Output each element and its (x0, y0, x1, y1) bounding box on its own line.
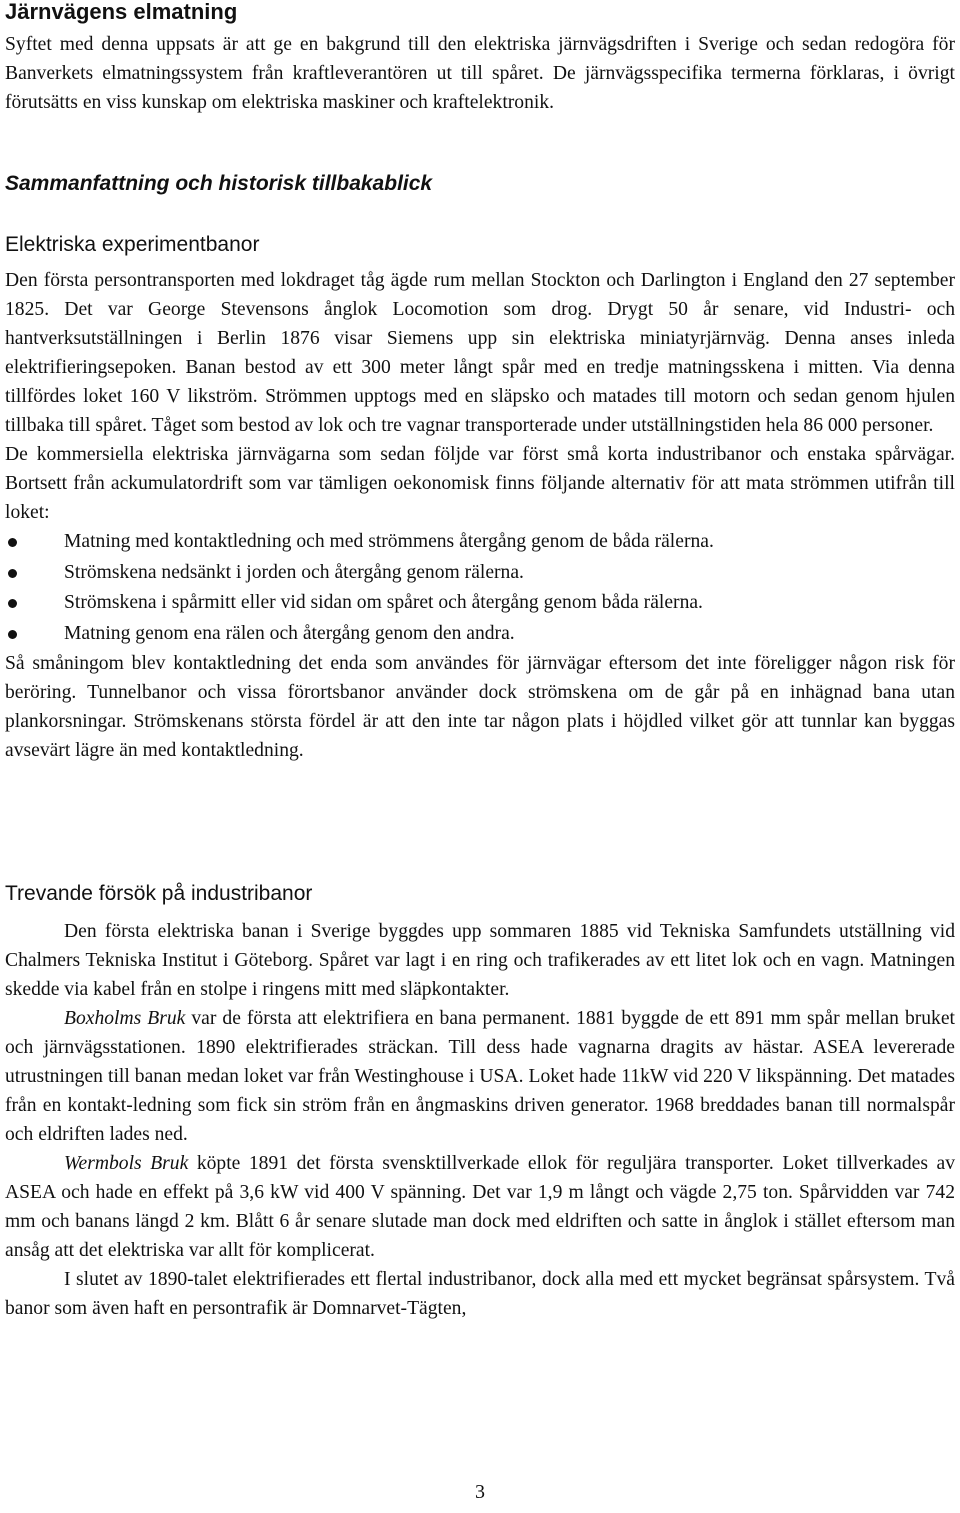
page-title: Järnvägens elmatning (5, 0, 238, 24)
section1-paragraph-3: Så småningom blev kontaktledning det enda som användes för järnvägar eftersom det inte föreligger någon risk för beröring. Tunnelbanor och vissa förortsbanor använder dock strömskena om de går på en inhägnad bana utan plankorsningar. Strömskenans största fördel är att den inte tar någon plats i höjdled vilket gör att tunnlar kan byggas avsevärt lägre än med kontaktledning. (5, 653, 955, 761)
list-item (5, 619, 955, 650)
section1-paragraph-1: Den första persontransporten med lokdraget tåg ägde rum mellan Stockton och Darlington i England den 27 september 1825. Det var George Stevensons ånglok Locomotion som drog. Drygt 50 år senare, vid Industri- och hantverksutställningen i Berlin 1876 visar Siemens upp sin elektriska miniatyrjärnväg. Denna anses inleda elektrifieringsepoken. Banan bestod av ett 300 meter långt spår med en tredje matningsskena i mitten. Via denna tillfördes loket 160 V likström. Strömmen upptogs med en släpsko och matades till motorn och sedan genom hjulen tillbaka till spåret. Tåget som bestod av lok och tre vagnar transporterade under utställningstiden hela 86 000 personer. (5, 270, 955, 436)
list-item (5, 558, 955, 589)
bullet-icon (8, 538, 17, 547)
boxholms-bruk-name: Boxholms Bruk (64, 1008, 186, 1029)
intro-block (5, 30, 955, 117)
subheading-experimental-railways: Elektriska experimentbanor (5, 233, 260, 256)
list-item (5, 588, 955, 619)
list-item-text: Strömskena nedsänkt i jorden och återgång genom rälerna. (64, 561, 524, 583)
section2-paragraph-1: Den första elektriska banan i Sverige byggdes upp sommaren 1885 vid Tekniska Samfundets utställning vid Chalmers Tekniska Institut i Göteborg. Spåret var lagt i en ring och trafikerades av ett litet lok och en vagn. Matningen skedde via kabel från en stolpe i ringens mitt med släpkontakter. (5, 921, 955, 1000)
list-item (5, 527, 955, 558)
boxholms-bruk-text: var de första att elektrifiera en bana permanent. 1881 byggde de ett 891 mm spår mellan bruket och järnvägsstationen. 1890 elektrifierades sträckan. Till dess hade vagnarna dragits av hästar. ASEA levererade utrustningen till banan medan loket var från Westinghouse i USA. Loket hade 11kW vid 220 V likspänning. Det matades från en kontakt-ledning som fick sin ström från en ångmaskins driven generator. 1968 breddades banan till normalspår och eldriften lades ned. (5, 1008, 955, 1145)
section-heading-summary: Sammanfattning och historisk tillbakablick (5, 172, 433, 195)
section2-body (5, 917, 955, 1323)
list-item-text: Matning genom ena rälen och återgång genom den andra. (64, 622, 515, 644)
wermbols-bruk-text: köpte 1891 det första svensktillverkade ellok för reguljära transporter. Loket tillverkades av ASEA och hade en effekt på 3,6 kW vid 400 V spänning. Det var 1,9 m långt och vägde 2,75 ton. Spårvidden var 742 mm och banans längd 2 km. Blått 6 år senare slutade man dock med eldriften och satte in ånglok i stället eftersom man ansåg att det elektriska var allt för komplicerat. (5, 1153, 955, 1261)
bullet-icon (8, 569, 17, 578)
section-heading-industrial-railways: Trevande försök på industribanor (5, 882, 313, 905)
section2-paragraph-wermbol (5, 1149, 955, 1265)
list-item-text: Matning med kontaktledning och med strömmens återgång genom de båda rälerna. (64, 531, 714, 552)
section1-paragraph-2: De kommersiella elektriska järnvägarna som sedan följde var först små korta industribanor och enstaka spårvägar. Bortsett från ackumulatordrift som var tämligen oekonomisk finns följande alternativ för att mata strömmen utifrån till loket: (5, 444, 955, 523)
feeding-alternatives-list (5, 527, 955, 649)
page-number: 3 (475, 1481, 485, 1503)
section1-body (5, 266, 955, 765)
bullet-icon (8, 630, 17, 639)
intro-paragraph: Syftet med denna uppsats är att ge en bakgrund till den elektriska järnvägsdriften i Sverige och sedan redogöra för Banverkets elmatningssystem från kraftleverantören ut till spåret. De järnvägsspecifika termerna förklaras, i övrigt förutsätts en viss kunskap om elektriska maskiner och kraftelektronik. (5, 34, 955, 113)
section2-paragraph-boxholm (5, 1004, 955, 1149)
list-item-text: Strömskena i spårmitt eller vid sidan om spåret och återgång genom båda rälerna. (64, 592, 703, 613)
bullet-icon (8, 599, 17, 608)
section2-paragraph-4: I slutet av 1890-talet elektrifierades ett flertal industribanor, dock alla med ett mycket begränsat spårsystem. Två banor som även haft en persontrafik är Domnarvet-Tägten, (5, 1269, 955, 1319)
wermbols-bruk-name: Wermbols Bruk (64, 1153, 189, 1174)
